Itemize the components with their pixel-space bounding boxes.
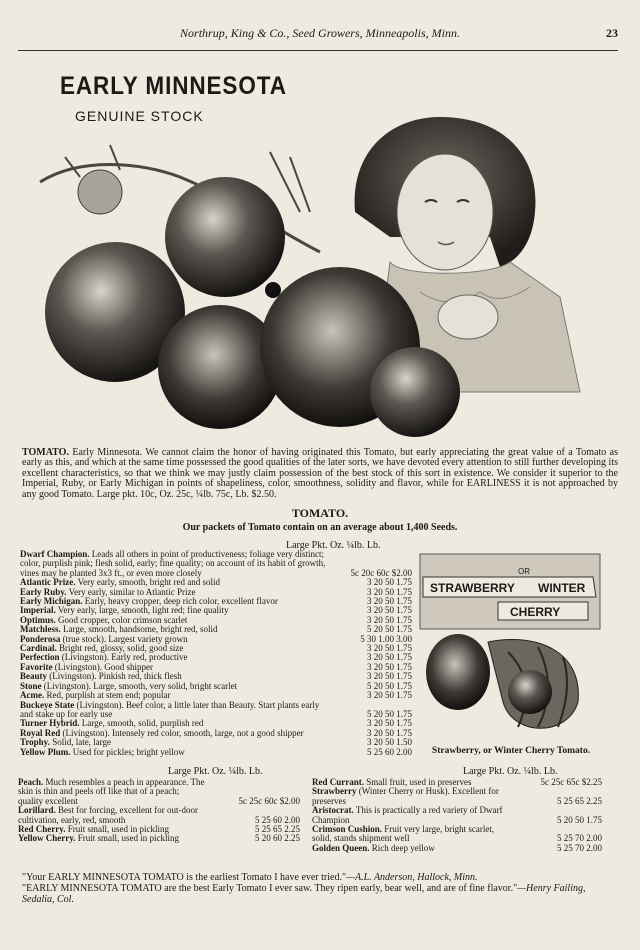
variety-description: Very early, similar to Atlantic Prize — [68, 586, 196, 597]
page-number: 23 — [606, 26, 618, 40]
variety-name: Peach. — [18, 777, 44, 787]
variety-name: Lorillard. — [18, 805, 56, 816]
variety-name: Early Michigan. — [20, 596, 83, 607]
variety-description: (Livingston). Pinkish red, thick flesh — [49, 671, 182, 682]
variety-prices: 3 20 50 1.75 — [367, 671, 412, 682]
price-entry — [18, 806, 300, 825]
variety-description: Fruit very large, bright scarlet, solid, stands shipment well — [312, 824, 495, 844]
variety-prices: 5 20 50 1.75 — [557, 814, 602, 825]
hero-title: EARLY MINNESOTA — [60, 72, 287, 100]
variety-description: Fruit small, used in pickling — [67, 824, 169, 835]
variety-description: (Livingston). Intensely red color, smooth, large, not a good shipper — [62, 727, 304, 738]
intro-lead: TOMATO. — [22, 447, 69, 458]
testimonial-author: —A.L. Anderson, Hallock, Minn. — [346, 872, 478, 883]
variety-description: Good cropper, color crimson scarlet — [58, 614, 188, 625]
testimonial-1 — [22, 872, 618, 883]
testimonial-2 — [22, 883, 618, 905]
testimonial-quote: "Your EARLY MINNESOTA TOMATO is the earliest Tomato I have ever tried." — [22, 872, 347, 883]
variety-name: Royal Red — [20, 727, 61, 738]
variety-prices: 3 20 50 1.75 — [367, 577, 412, 588]
variety-name: Crimson Cushion. — [312, 824, 383, 835]
variety-name: Trophy. — [20, 737, 50, 748]
label-cherry: CHERRY — [510, 605, 561, 619]
variety-name: Cardinal. — [20, 643, 57, 654]
price-entry — [312, 844, 602, 853]
variety-name: Buckeye State — [20, 699, 75, 710]
price-entry — [20, 550, 412, 578]
price-entry — [18, 834, 300, 843]
intro-variety: Early Minnesota. — [72, 447, 143, 458]
variety-description: Large, smooth, handsome, bright red, solid — [63, 624, 218, 635]
variety-prices: 5 25 70 2.00 — [557, 833, 602, 844]
variety-name: Yellow Cherry. — [18, 833, 76, 844]
variety-prices: 3 20 50 1.75 — [367, 718, 412, 729]
variety-name: Imperial. — [20, 605, 56, 616]
variety-description: Solid, late, large — [52, 737, 112, 748]
variety-prices: 5c 25c 65c $2.25 — [540, 777, 602, 787]
variety-name: Yellow Plum. — [20, 746, 71, 757]
intro-price: Large pkt. 10c, Oz. 25c, ¼lb. 75c, Lb. $2.50. — [96, 488, 277, 500]
variety-prices: 3 20 50 1.75 — [367, 596, 412, 607]
variety-prices: 3 20 50 1.75 — [367, 586, 412, 597]
variety-prices: 3 20 50 1.50 — [367, 737, 412, 748]
variety-prices: 5 25 65 2.25 — [255, 824, 300, 835]
variety-prices: 3 20 50 1.75 — [367, 652, 412, 663]
variety-prices: 5c 20c 60c $2.00 — [350, 567, 412, 578]
variety-description: Bright red, glossy, solid, good size — [59, 643, 184, 654]
variety-description: This is practically a red variety of Dwarf Champion — [312, 805, 503, 825]
variety-prices: 5 25 60 2.00 — [367, 746, 412, 757]
variety-name: Matchless. — [20, 624, 61, 635]
strawberry-tomato-illustration — [418, 552, 602, 742]
header-rule — [18, 50, 618, 51]
variety-prices: 3 20 50 1.75 — [367, 643, 412, 654]
variety-description: Best for forcing, excellent for out-door cultivation, early, red, smooth — [18, 805, 198, 825]
variety-name: Optimus. — [20, 614, 56, 625]
variety-prices: 5 30 1.00 3.00 — [360, 633, 412, 644]
variety-name: Aristocrat. — [312, 805, 354, 816]
variety-description: Early, heavy cropper, deep rich color, excellent flavor — [84, 596, 278, 607]
variety-description: Small fruit, used in preserves — [366, 777, 472, 787]
variety-name: Golden Queen. — [312, 842, 370, 853]
label-or: OR — [518, 567, 530, 576]
variety-name: Red Currant. — [312, 777, 364, 787]
section-note: Our packets of Tomato contain on an average about 1,400 Seeds. — [182, 522, 458, 533]
right-price-column — [312, 778, 602, 853]
price-entry — [20, 701, 412, 720]
variety-description: Large, smooth, solid, purplish red — [81, 718, 204, 729]
variety-name: Dwarf Champion. — [20, 549, 90, 559]
label-strawberry: STRAWBERRY — [430, 581, 515, 595]
hero-illustration — [20, 62, 620, 442]
variety-description: Much resembles a peach in appearance. The skin is thin and peels off like that of a peach; quality excellent — [18, 777, 205, 806]
variety-description: (Livingston). Early red, productive — [61, 652, 188, 663]
variety-prices: 5 20 50 1.75 — [367, 624, 412, 635]
variety-name: Favorite — [20, 661, 53, 672]
variety-prices: 3 20 50 1.75 — [367, 727, 412, 738]
section-title: TOMATO. — [291, 506, 349, 520]
testimonial-quote: "EARLY MINNESOTA TOMATO are the best Early Tomato I ever saw. They ripen early, bear well, and are of fine flavor." — [22, 883, 518, 894]
label-winter: WINTER — [538, 581, 586, 595]
variety-description: Used for pickles; bright yellow — [72, 746, 185, 757]
hero-subtitle: GENUINE STOCK — [75, 108, 204, 124]
variety-prices: 3 20 50 1.75 — [367, 605, 412, 616]
variety-prices: 3 20 50 1.75 — [367, 614, 412, 625]
page-header — [22, 26, 618, 44]
variety-prices: 5 20 50 1.75 — [367, 680, 412, 691]
variety-name: Perfection — [20, 652, 60, 663]
variety-name: Red Cherry. — [18, 824, 66, 835]
price-entry — [312, 806, 602, 825]
variety-prices: 5 25 65 2.25 — [557, 795, 602, 806]
price-entry — [312, 787, 602, 806]
variety-name: Atlantic Prize. — [20, 577, 76, 588]
variety-prices: 5 25 70 2.00 — [557, 842, 602, 853]
variety-prices: 5 20 60 2.25 — [255, 833, 300, 844]
page-header-title: Northrup, King & Co., Seed Growers, Minneapolis, Minn. — [180, 26, 460, 40]
right-col-header: Large Pkt. Oz. ¼lb. Lb. — [463, 766, 558, 777]
variety-description: (Livingston). Large, smooth, very solid, bright scarlet — [43, 680, 238, 691]
variety-description: (Winter Cherry or Husk). Excellent for preserves — [312, 786, 499, 806]
price-entry — [312, 825, 602, 844]
variety-description: Rich deep yellow — [371, 842, 435, 853]
variety-description: Very early, large, smooth, light red; fine quality — [57, 605, 229, 616]
variety-description: Very early, smooth, bright red and solid — [77, 577, 220, 588]
left-col-header: Large Pkt. Oz. ¼lb. Lb. — [168, 766, 263, 777]
variety-description: Fruit small, used in pickling — [77, 833, 179, 844]
price-entry — [18, 778, 300, 806]
left-price-column — [18, 778, 300, 844]
variety-prices: 3 20 50 1.75 — [367, 690, 412, 701]
variety-prices: 5 25 60 2.00 — [255, 814, 300, 825]
variety-description: Red, purplish at stem end; popular — [46, 690, 171, 701]
variety-name: Strawberry — [312, 786, 357, 797]
variety-description: (Livingston). Beef color, a little later than Beauty. Start plants early and stake up for early use — [20, 699, 320, 719]
price-entry — [20, 748, 412, 757]
variety-name: Stone — [20, 680, 42, 691]
intro-paragraph — [22, 448, 618, 500]
testimonials — [22, 872, 618, 905]
intro-text: We cannot claim the honor of having originated this Tomato, but early appreciating the great value of a Tomato as early as this, and which at the same time possessed the good qualities of the later sorts, we have devoted every attention to still further developing its excellent characteristics, so that we think we may justly claim possession of the best stock of this sort in existence. We consider it superior to the Imperial, Ruby, or Early Michigan in points of shapeliness, color, smoothness, solidity and flavor, while for EARLINESS it is not approached by any good Tomato. — [22, 447, 619, 500]
testimonial-author: —Henry Failing, Sedalia, Col. — [22, 883, 586, 905]
variety-name: Ponderosa — [20, 633, 61, 644]
variety-name: Early Ruby. — [20, 586, 67, 597]
variety-description: (Livingston). Good shipper — [54, 661, 153, 672]
price-list-header: Large Pkt. Oz. ¼lb. Lb. — [286, 540, 381, 551]
side-image-caption: Strawberry, or Winter Cherry Tomato. — [431, 746, 591, 756]
variety-prices: 5c 25c 60c $2.00 — [238, 795, 300, 806]
variety-name: Acme. — [20, 690, 45, 701]
variety-prices: 5 20 50 1.75 — [367, 708, 412, 719]
variety-description: Leads all others in point of productiveness; foliage very distinct; color, purplish pink; flesh solid, early; fine quality; on account of its habit of growth, vines may be planted 3x3 ft., or even more closely — [20, 549, 326, 578]
variety-description: (true stock). Largest variety grown — [62, 633, 188, 644]
variety-prices: 3 20 50 1.75 — [367, 661, 412, 672]
variety-name: Beauty — [20, 671, 47, 682]
tomato-price-list — [20, 550, 412, 757]
variety-name: Turner Hybrid. — [20, 718, 80, 729]
